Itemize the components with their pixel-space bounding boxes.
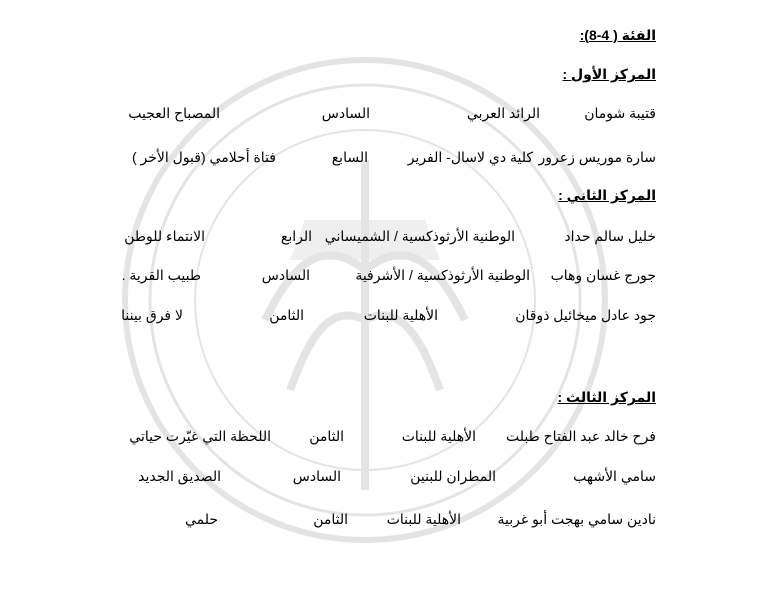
grade: السادس <box>292 468 341 484</box>
story-title: فتاة أحلامي (قبول الأخر ) <box>131 149 276 165</box>
grade: السابع <box>331 149 368 165</box>
student-name: سارة موريس زعرور <box>538 149 656 165</box>
school-name: الأهلية للبنات <box>363 307 438 323</box>
story-title: الانتماء للوطن <box>124 228 205 244</box>
story-title: المصباح العجيب <box>128 105 220 121</box>
school-name: المطران للبنين <box>410 468 496 484</box>
school-name: الرائد العربي <box>466 105 540 121</box>
school-name: الوطنية الأرثوذكسية / الشميساني <box>324 228 515 244</box>
grade: الثامن <box>309 428 344 444</box>
grade: الرابع <box>280 228 312 244</box>
student-name: جورج غسان وهاب <box>550 267 656 283</box>
category-heading: الفئة ( 4-8): <box>579 27 656 43</box>
story-title: طبيب القرية . <box>121 267 201 283</box>
school-name: كلية دي لاسال- الفرير <box>407 149 533 165</box>
student-name: سامي الأشهب <box>573 468 656 484</box>
grade: الثامن <box>313 511 348 527</box>
school-name: الوطنية الأرثوذكسية / الأشرفية <box>355 267 530 283</box>
student-name: نادين سامي بهجت أبو غربية <box>497 511 656 527</box>
student-name: قتيبة شومان <box>584 105 656 121</box>
watermark-seal <box>115 20 615 580</box>
grade: السادس <box>321 105 370 121</box>
third-place-heading: المركز الثالث : <box>557 389 656 405</box>
story-title: الصديق الجديد <box>138 468 221 484</box>
school-name: الأهلية للبنات <box>386 511 461 527</box>
grade: الثامن <box>269 307 304 323</box>
grade: السادس <box>261 267 310 283</box>
student-name: فرح خالد عبد الفتاح طبلت <box>506 428 656 444</box>
first-place-heading: المركز الأول : <box>562 66 656 82</box>
school-name: الأهلية للبنات <box>401 428 476 444</box>
student-name: خليل سالم حداد <box>564 228 656 244</box>
student-name: جود عادل ميخائيل ذوقان <box>515 307 656 323</box>
story-title: لا فرق بيننا <box>121 307 183 323</box>
story-title: حلمي <box>184 511 218 527</box>
story-title: اللحظة التي غيّرت حياتي <box>129 428 271 444</box>
second-place-heading: المركز الثاني : <box>558 187 656 203</box>
